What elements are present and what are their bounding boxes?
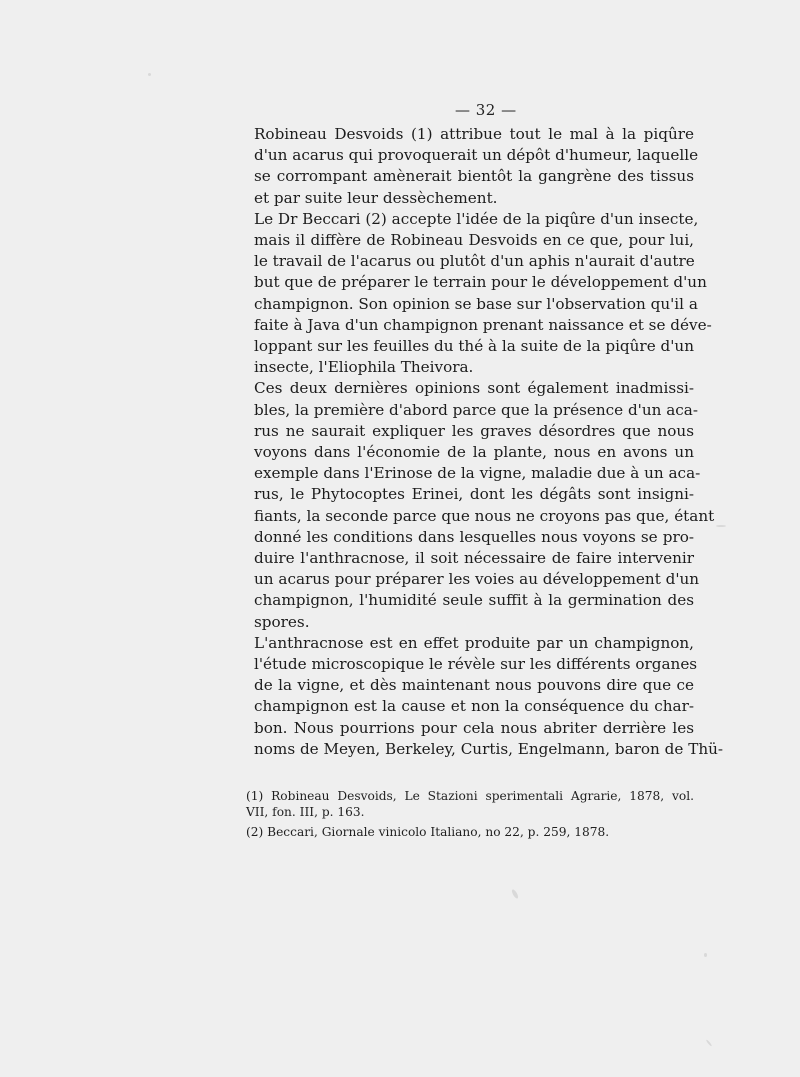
text-line: spores.: [254, 612, 310, 631]
text-line: Ces deux dernières opinions sont également inadmissi-: [254, 379, 694, 398]
scan-speck: [511, 889, 519, 900]
text-line: bon. Nous pourrions pour cela nous abriter derrière les: [254, 718, 694, 737]
text-line: et par suite leur dessèchement.: [254, 188, 498, 207]
text-line: de la vigne, et dès maintenant nous pouvons dire que ce: [254, 676, 694, 695]
paragraph: [232, 378, 715, 632]
text-line: le travail de l'acarus ou plutôt d'un aphis n'aurait d'autre: [254, 252, 695, 271]
scan-speck: [148, 73, 151, 76]
text-line: Le Dr Beccari (2) accepte l'idée de la piqûre d'un insecte,: [254, 209, 699, 228]
paragraph: [232, 633, 724, 760]
text-line: but que de préparer le terrain pour le développement d'un: [254, 273, 707, 292]
text-line: faite à Java d'un champignon prenant naissance et se déve-: [254, 315, 712, 334]
text-line: champignon, l'humidité seule suffit à la germination des: [254, 591, 694, 610]
text-line: donné les conditions dans lesquelles nous voyons se pro-: [254, 527, 694, 546]
text-line: mais il diffère de Robineau Desvoids en ce que, pour lui,: [254, 231, 694, 250]
text-line: rus, le Phytocoptes Erinei, dont les dégâts sont insigni-: [254, 485, 694, 504]
text-line: un acarus pour préparer les voies au développement d'un: [254, 570, 700, 589]
scan-speck: [716, 525, 726, 527]
footnote-line: VII, fon. III, p. 163.: [246, 805, 365, 819]
text-line: duire l'anthracnose, il soit nécessaire de faire intervenir: [254, 549, 694, 568]
page-number: — 32 —: [455, 101, 517, 119]
paragraph: [232, 124, 699, 209]
text-line: L'anthracnose est en effet produite par un champignon,: [254, 633, 694, 652]
text-line: exemple dans l'Erinose de la vigne, maladie due à un aca-: [254, 464, 701, 483]
text-line: l'étude microscopique le révèle sur les différents organes: [254, 655, 698, 674]
text-line: champignon. Son opinion se base sur l'observation qu'il a: [254, 294, 698, 313]
footnote-2: [232, 824, 694, 840]
text-line: loppant sur les feuilles du thé à la suite de la piqûre d'un: [254, 337, 694, 356]
text-line: fiants, la seconde parce que nous ne croyons pas que, étant: [254, 506, 715, 525]
footnote-1: [232, 788, 694, 820]
text-line: bles, la première d'abord parce que la présence d'un aca-: [254, 400, 698, 419]
text-line: insecte, l'Eliophila Theivora.: [254, 358, 474, 377]
footnote-line: (1) Robineau Desvoids, Le Stazioni sperimentali Agrarie, 1878, vol.: [246, 789, 694, 803]
text-line: rus ne saurait expliquer les graves désordres que nous: [254, 421, 694, 440]
text-line: voyons dans l'économie de la plante, nous en avons un: [254, 443, 694, 462]
text-line: d'un acarus qui provoquerait un dépôt d'humeur, laquelle: [254, 146, 699, 165]
scan-speck: [704, 953, 707, 957]
paragraph: [232, 209, 712, 379]
text-line: Robineau Desvoids (1) attribue tout le mal à la piqûre: [254, 125, 694, 143]
text-line: noms de Meyen, Berkeley, Curtis, Engelmann, baron de Thü-: [254, 739, 724, 758]
text-line: se corrompant amènerait bientôt la gangrène des tissus: [254, 167, 694, 186]
body-text: [232, 124, 724, 760]
text-line: champignon est la cause et non la conséquence du char-: [254, 697, 694, 716]
scan-speck: [706, 1039, 713, 1046]
footnotes: [232, 788, 694, 844]
footnote-line: (2) Beccari, Giornale vinicolo Italiano, no 22, p. 259, 1878.: [246, 825, 610, 839]
